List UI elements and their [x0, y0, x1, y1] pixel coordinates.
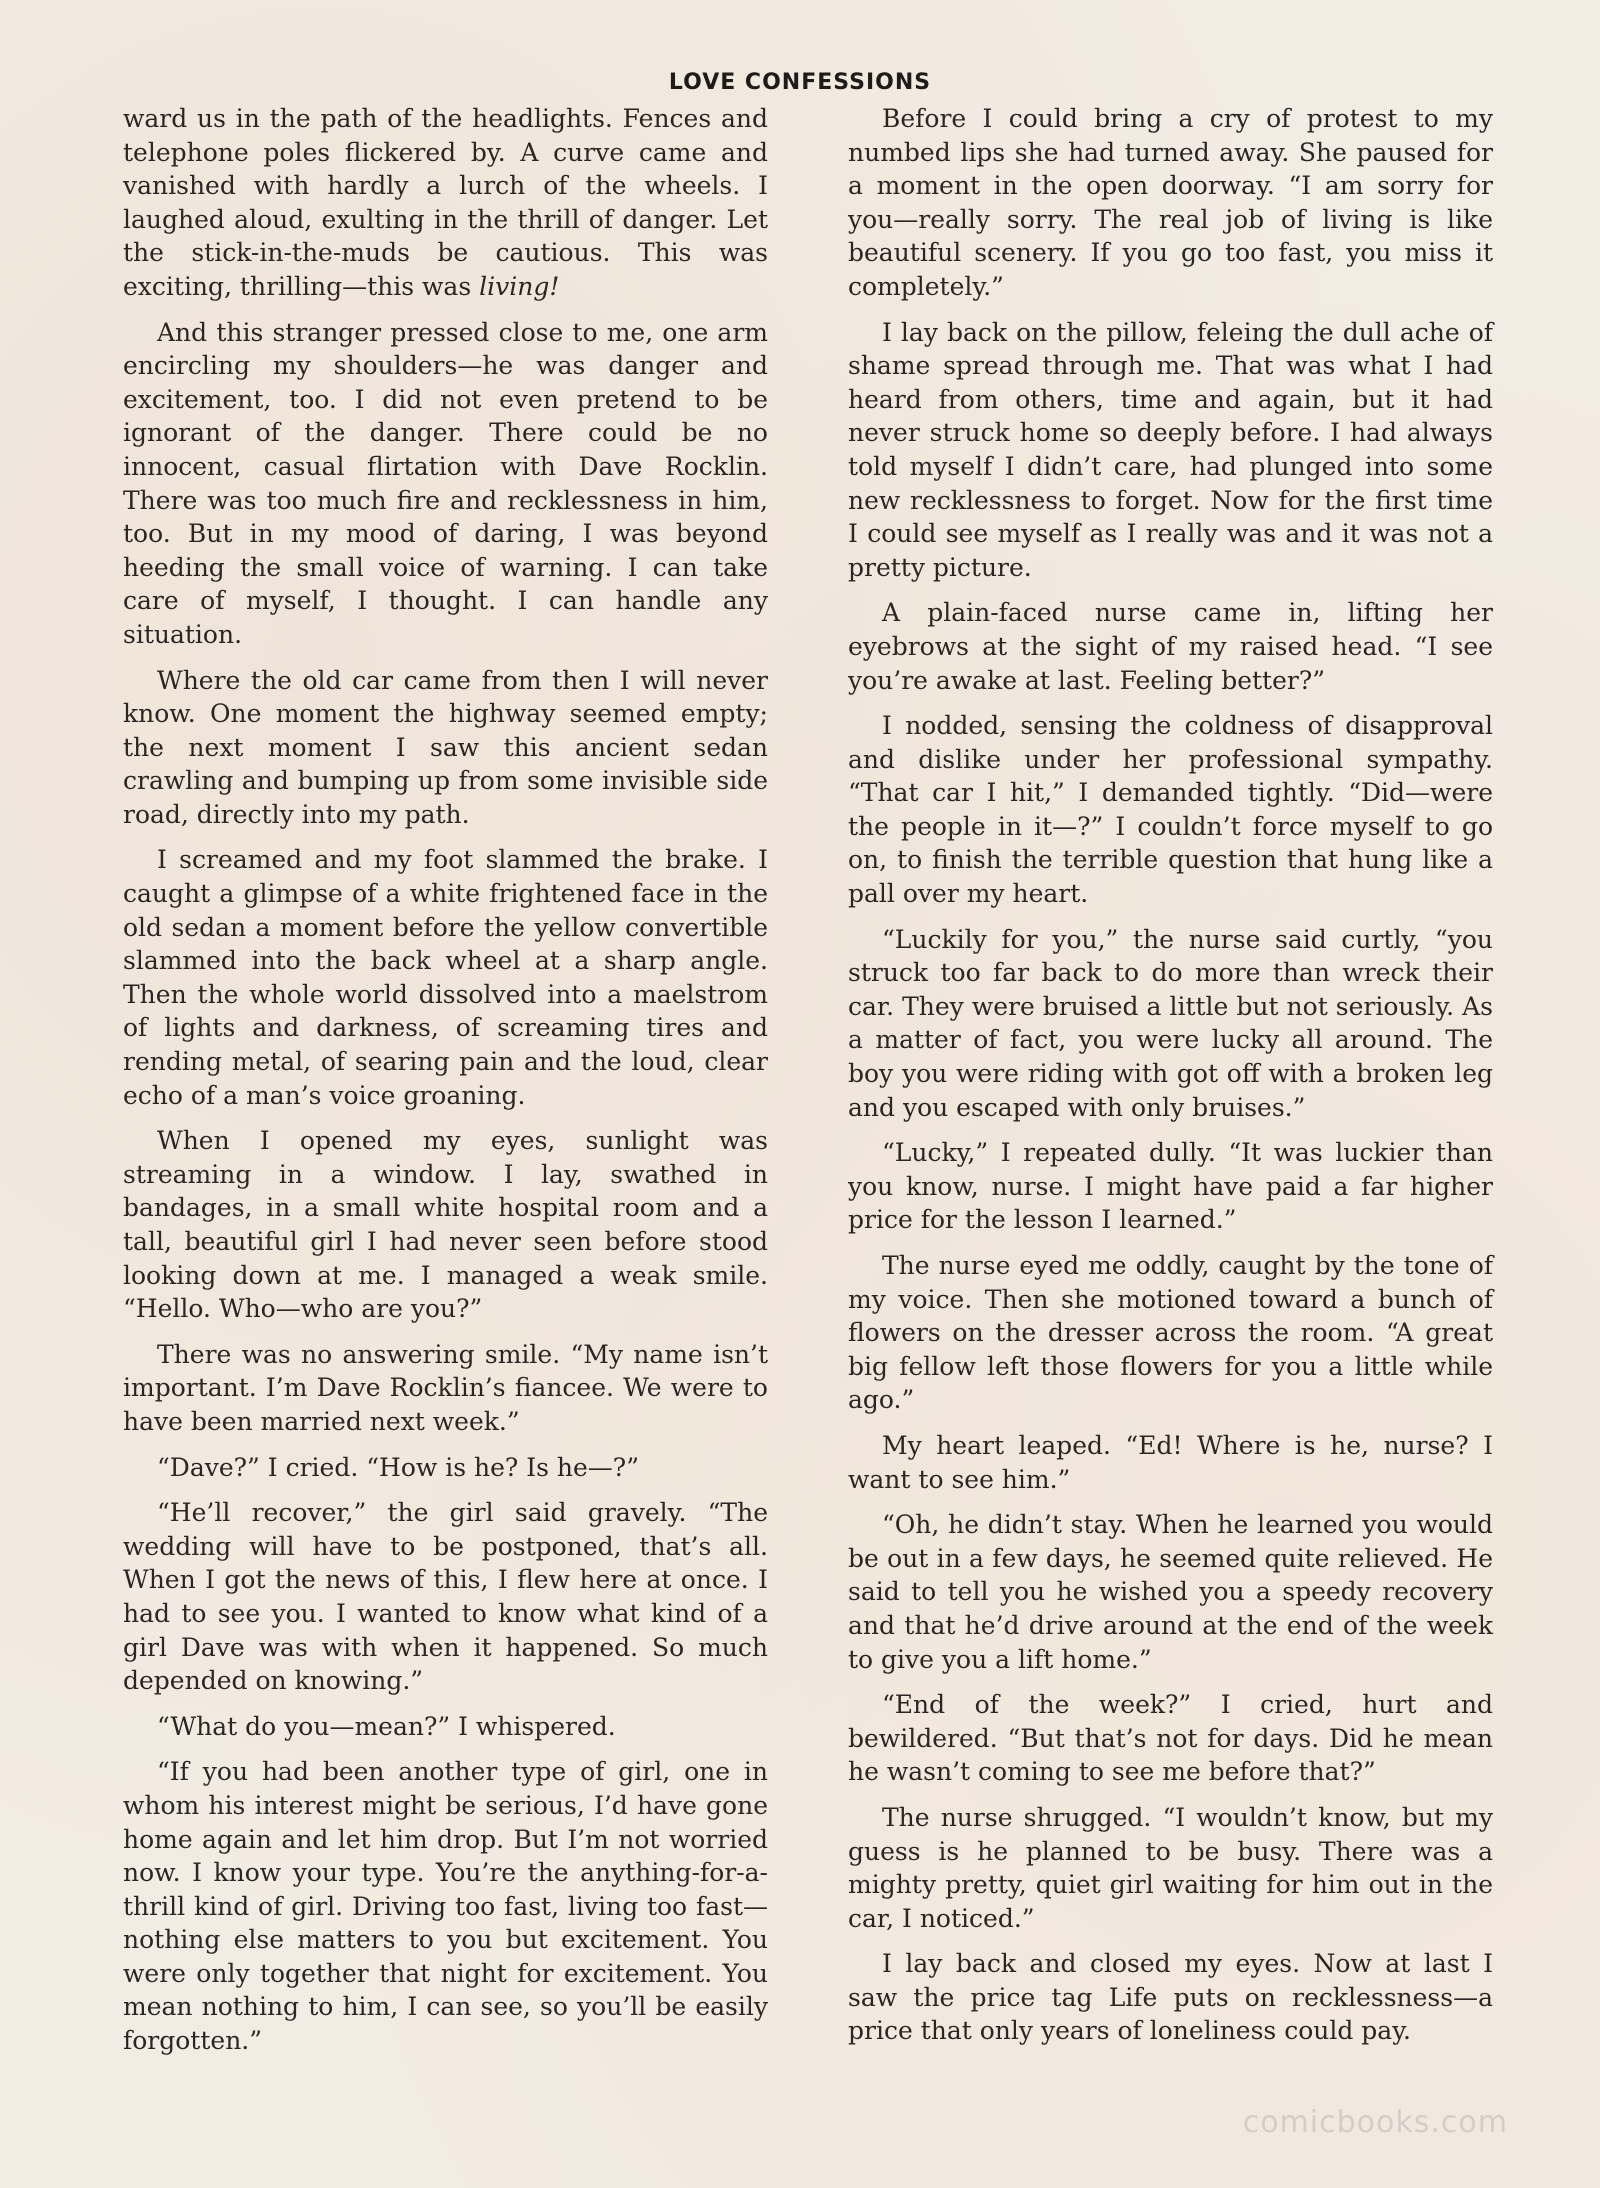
right-text-column	[848, 102, 1493, 2060]
paragraph: “Oh, he didn’t stay. When he learned you would be out in a few days, he seemed quite relieved. He said to tell you he wished you a speedy recovery and that he’d drive around at the end of the week to give you a lift home.”	[848, 1510, 1493, 1674]
watermark: comicbooks.com	[1242, 2105, 1508, 2140]
paragraph: Before I could bring a cry of protest to my numbed lips she had turned away. She paused for a moment in the open doorway. “I am sorry for you—really sorry. The real job of living is like beautiful scenery. If you go too fast, you miss it completely.”	[848, 104, 1493, 301]
paragraph: “Luckily for you,” the nurse said curtly, “you struck too far back to do more than wreck their car. They were bruised a little but not seriously. As a matter of fact, you were lucky all around. The boy you were riding with got off with a broken leg and you escaped with only bruises.”	[848, 924, 1493, 1122]
paragraph: A plain-faced nurse came in, lifting her eyebrows at the sight of my raised head. “I see you’re awake at last. Feeling better?”	[848, 598, 1493, 695]
paragraph: “If you had been another type of girl, one in whom his interest might be serious, I’d have gone home again and let him drop. But I’m not worried now. I know your type. You’re the anything-for-a-thrill kind of girl. Driving too fast, living too fast—nothing else matters to you but excitement. You were only together that night for excitement. You mean nothing to him, I can see, so you’ll be easily forgotten.”	[123, 1757, 768, 2056]
paragraph: I nodded, sensing the coldness of disapproval and dislike under her professional sympathy. “That car I hit,” I demanded tightly. “Did—were the people in it—?” I couldn’t force myself to go on, to finish the terrible question that hung like a pall over my heart.	[848, 711, 1493, 909]
paragraph	[123, 102, 768, 304]
paragraph: “End of the week?” I cried, hurt and bewildered. “But that’s not for days. Did he mean he wasn’t coming to see me before that?”	[848, 1690, 1493, 1787]
emphasized-text: living!	[479, 271, 560, 301]
paragraph: I lay back and closed my eyes. Now at last I saw the price tag Life puts on recklessness—a price that only years of loneliness could pay.	[848, 1949, 1493, 2046]
paragraph: “He’ll recover,” the girl said gravely. “The wedding will have to be postponed, that’s all. When I got the news of this, I flew here at once. I had to see you. I wanted to know what kind of a girl Dave was with when it happened. So much depended on knowing.”	[123, 1498, 768, 1696]
paragraph: There was no answering smile. “My name isn’t important. I’m Dave Rocklin’s fiancee. We were to have been married next week.”	[123, 1339, 768, 1436]
paragraph: Where the old car came from then I will never know. One moment the highway seemed empty; the next moment I saw this ancient sedan crawling and bumping up from some invisible side road, directly into my path.	[123, 665, 768, 829]
paragraph: My heart leaped. “Ed! Where is he, nurse? I want to see him.”	[848, 1430, 1493, 1494]
left-text-column	[123, 102, 768, 2070]
paragraph: I lay back on the pillow, feleing the dull ache of shame spread through me. That was what I had heard from others, time and again, but it had never struck home so deeply before. I had always told myself I didn’t care, had plunged into some new recklessness to forget. Now for the first time I could see myself as I really was and it was not a pretty picture.	[848, 317, 1493, 582]
paragraph: “Lucky,” I repeated dully. “It was luckier than you know, nurse. I might have paid a far higher price for the lesson I learned.”	[848, 1138, 1493, 1235]
paragraph: “Dave?” I cried. “How is he? Is he—?”	[157, 1452, 639, 1482]
paragraph: The nurse shrugged. “I wouldn’t know, but my guess is he planned to be busy. There was a mighty pretty, quiet girl waiting for him out in the car, I noticed.”	[848, 1802, 1493, 1933]
paragraph: When I opened my eyes, sunlight was streaming in a window. I lay, swathed in bandages, in a small white hospital room and a tall, beautiful girl I had never seen before stood looking down at me. I managed a weak smile. “Hello. Who—who are you?”	[123, 1126, 768, 1324]
running-title: LOVE CONFESSIONS	[668, 70, 932, 95]
paragraph: And this stranger pressed close to me, one arm encircling my shoulders—he was danger and excitement, too. I did not even pretend to be ignorant of the danger. There could be no innocent, casual flirtation with Dave Rocklin. There was too much fire and recklessness in him, too. But in my mood of daring, I was beyond heeding the small voice of warning. I can take care of myself, I thought. I can handle any situation.	[123, 317, 768, 649]
paragraph: The nurse eyed me oddly, caught by the tone of my voice. Then she motioned toward a bunch of flowers on the dresser across the room. “A great big fellow left those flowers for you a little while ago.”	[848, 1251, 1493, 1415]
paragraph-text: ward us in the path of the headlights. Fences and telephone poles flickered by. A curve came and vanished with hardly a lurch of the wheels. I laughed aloud, exulting in the thrill of danger. Let the stick-in-the-muds be cautious. This was exciting, thrilling—this was	[123, 104, 768, 301]
paragraph: I screamed and my foot slammed the brake. I caught a glimpse of a white frightened face in the old sedan a moment before the yellow convertible slammed into the back wheel at a sharp angle. Then the whole world dissolved into a maelstrom of lights and darkness, of screaming tires and rending metal, of searing pain and the loud, clear echo of a man’s voice groaning.	[123, 845, 768, 1110]
paragraph: “What do you—mean?” I whispered.	[157, 1711, 616, 1741]
